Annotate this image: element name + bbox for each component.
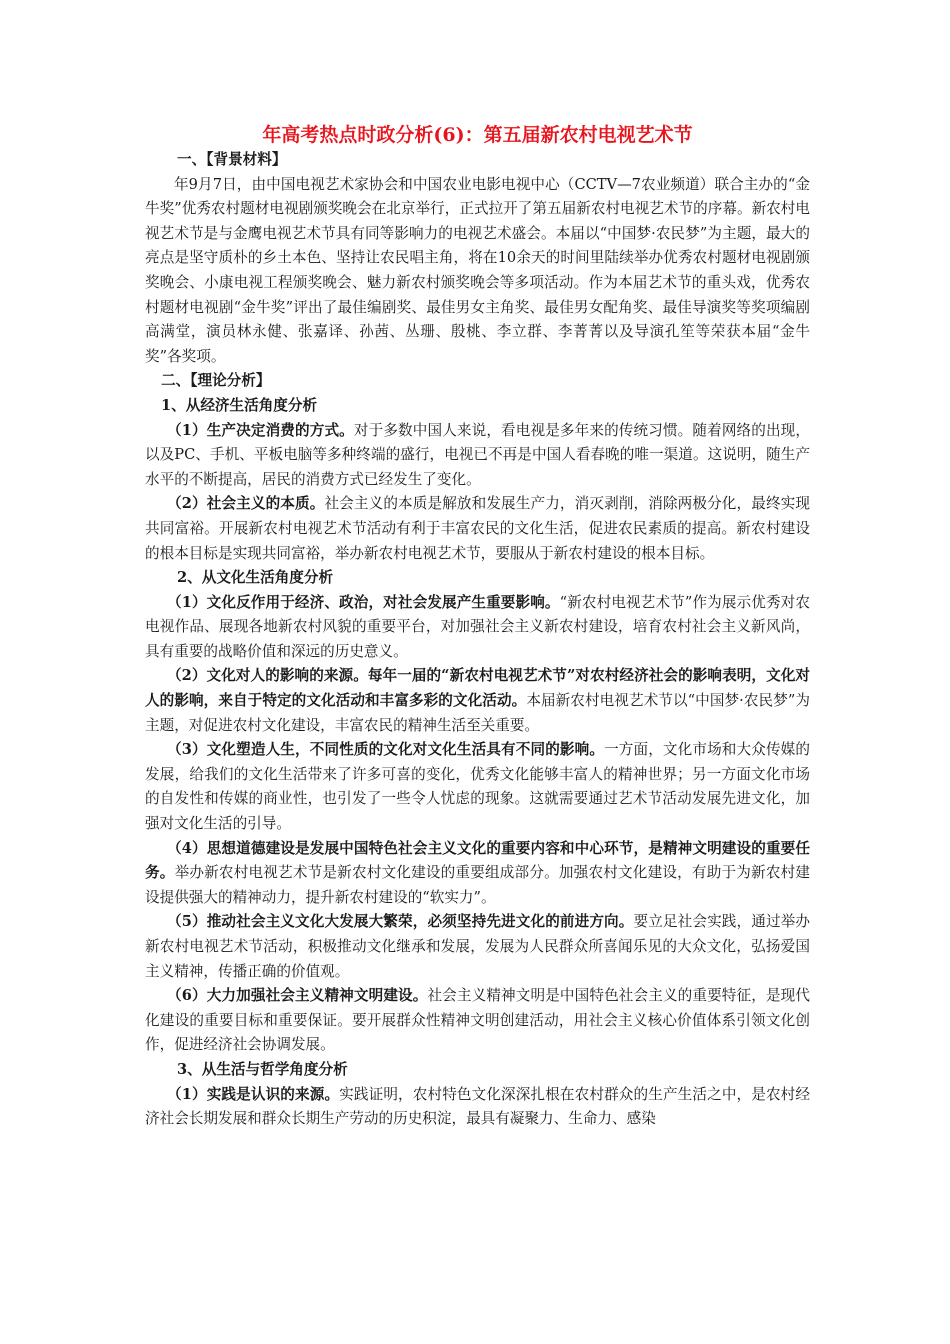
item-text: 对于多数中国人来说，看电视是多年来的传统习惯。随着网络的出现，以及PC、手机、平板电脑等多种终端的盛行，电视已不再是中国人看春晚的唯一渠道。这说明，随生产水平的不断提高，居民的消费方式已经发生了变化。 bbox=[145, 421, 810, 488]
document-page bbox=[145, 122, 810, 1132]
document-title: 年高考热点时政分析(6)：第五届新农村电视艺术节 bbox=[262, 124, 693, 146]
section-heading-theory: 二、【理论分析】 bbox=[161, 372, 271, 390]
item-text: 举办新农村电视艺术节是新农村文化建设的重要组成部分。加强农村文化建设，有助于为新农村建设提供强大的精神动力，提升新农村建设的“软实力”。 bbox=[145, 864, 810, 906]
item-text: 一方面，文化市场和大众传媒的发展，给我们的文化生活带来了许多可喜的变化，优秀文化能够丰富人的精神世界；另一方面文化市场的自发性和传媒的商业性，也引发了一些令人忧虑的现象。这就需要通过艺术节活动发展先进文化，加强对文化生活的引导。 bbox=[145, 741, 810, 833]
subheading-philosophy: 3、从生活与哲学角度分析 bbox=[177, 1060, 348, 1078]
item-lead: （3）文化塑造人生，不同性质的文化对文化生活具有不同的影响。 bbox=[167, 741, 605, 759]
cultural-item-2 bbox=[145, 664, 810, 738]
item-text: “新农村电视艺术节”作为展示优秀对农电视作品、展现各地新农村风貌的重要平台，对加强社会主义新农村建设，培育农村社会主义新风尚，具有重要的战略价值和深远的历史意义。 bbox=[145, 593, 810, 660]
section-heading-background: 一、【背景材料】 bbox=[177, 151, 287, 168]
cultural-item-1 bbox=[145, 591, 810, 665]
item-lead: （1）实践是认识的来源。 bbox=[167, 1085, 340, 1103]
background-paragraph: 年9月7日，由中国电视艺术家协会和中国农业电影电视中心（CCTV—7农业频道）联合主办的“金牛奖”优秀农村题材电视剧颁奖晚会在北京举行，正式拉开了第五届新农村电视艺术节的序幕。新农村电视艺术节是与金鹰电视艺术节具有同等影响力的电视艺术盛会。本届以“中国梦·农民梦”为主题，最大的亮点是坚守质朴的乡土本色、坚持让农民唱主角，将在10余天的时间里陆续举办优秀农村题材电视剧颁奖晚会、小康电视工程颁奖晚会、魅力新农村颁奖晚会等多项活动。作为本届艺术节的重头戏，优秀农村题材电视剧“金牛奖”评出了最佳编剧奖、最佳男女主角奖、最佳男女配角奖、最佳导演奖等奖项编剧高满堂，演员林永健、张嘉译、孙茜、丛珊、殷桃、李立群、李菁菁以及导演孔笙等荣获本届“金牛奖”各奖项。 bbox=[145, 175, 810, 365]
item-text: 要立足社会实践，通过举办新农村电视艺术节活动，积极推动文化继承和发展，发展为人民群众所喜闻乐见的大众文化，弘扬爱国主义精神，传播正确的价值观。 bbox=[145, 913, 810, 980]
cultural-item-4 bbox=[145, 837, 810, 911]
item-lead: （4）思想道德建设是发展中国特色社会主义文化的重要内容和中心环节，是精神文明建设的重要任务。 bbox=[145, 839, 810, 882]
item-lead: （1）文化反作用于经济、政治，对社会发展产生重要影响。 bbox=[167, 593, 560, 611]
item-text: 本届新农村电视艺术节以“中国梦·农民梦”为主题，对促进农村文化建设，丰富农民的精神生活至关重要。 bbox=[145, 692, 810, 734]
item-lead: （2）社会主义的本质。 bbox=[167, 495, 325, 513]
economic-item-1 bbox=[145, 419, 810, 493]
cultural-item-3 bbox=[145, 738, 810, 836]
philosophy-item-1 bbox=[145, 1083, 810, 1132]
item-lead: （5）推动社会主义文化大发展大繁荣，必须坚持先进文化的前进方向。 bbox=[167, 913, 634, 931]
item-lead: （6）大力加强社会主义精神文明建设。 bbox=[167, 987, 428, 1005]
item-text: 实践证明，农村特色文化深深扎根在农村群众的生产生活之中，是农村经济社会长期发展和群众长期生产劳动的历史积淀，最具有凝聚力、生命力、感染 bbox=[145, 1085, 810, 1128]
cultural-item-5 bbox=[145, 910, 810, 984]
item-text: 社会主义的本质是解放和发展生产力，消灭剥削，消除两极分化，最终实现共同富裕。开展新农村电视艺术节活动有利于丰富农民的文化生活，促进农民素质的提高。新农村建设的根本目标是实现共同富裕，举办新农村电视艺术节，要服从于新农村建设的根本目标。 bbox=[145, 495, 810, 562]
item-lead: （2）文化对人的影响的来源。每年一届的“新农村电视艺术节”对农村经济社会的影响表明，文化对人的影响，来自于特定的文化活动和丰富多彩的文化活动。 bbox=[145, 667, 810, 710]
item-text: 社会主义精神文明是中国特色社会主义的重要特征，是现代化建设的重要目标和重要保证。要开展群众性精神文明创建活动，用社会主义核心价值体系引领文化创作，促进经济社会协调发展。 bbox=[145, 987, 810, 1054]
cultural-item-6 bbox=[145, 984, 810, 1058]
subheading-economic: 1、从经济生活角度分析 bbox=[161, 396, 318, 414]
economic-item-2 bbox=[145, 492, 810, 566]
subheading-cultural: 2、从文化生活角度分析 bbox=[177, 569, 334, 587]
item-lead: （1）生产决定消费的方式。 bbox=[167, 421, 354, 439]
